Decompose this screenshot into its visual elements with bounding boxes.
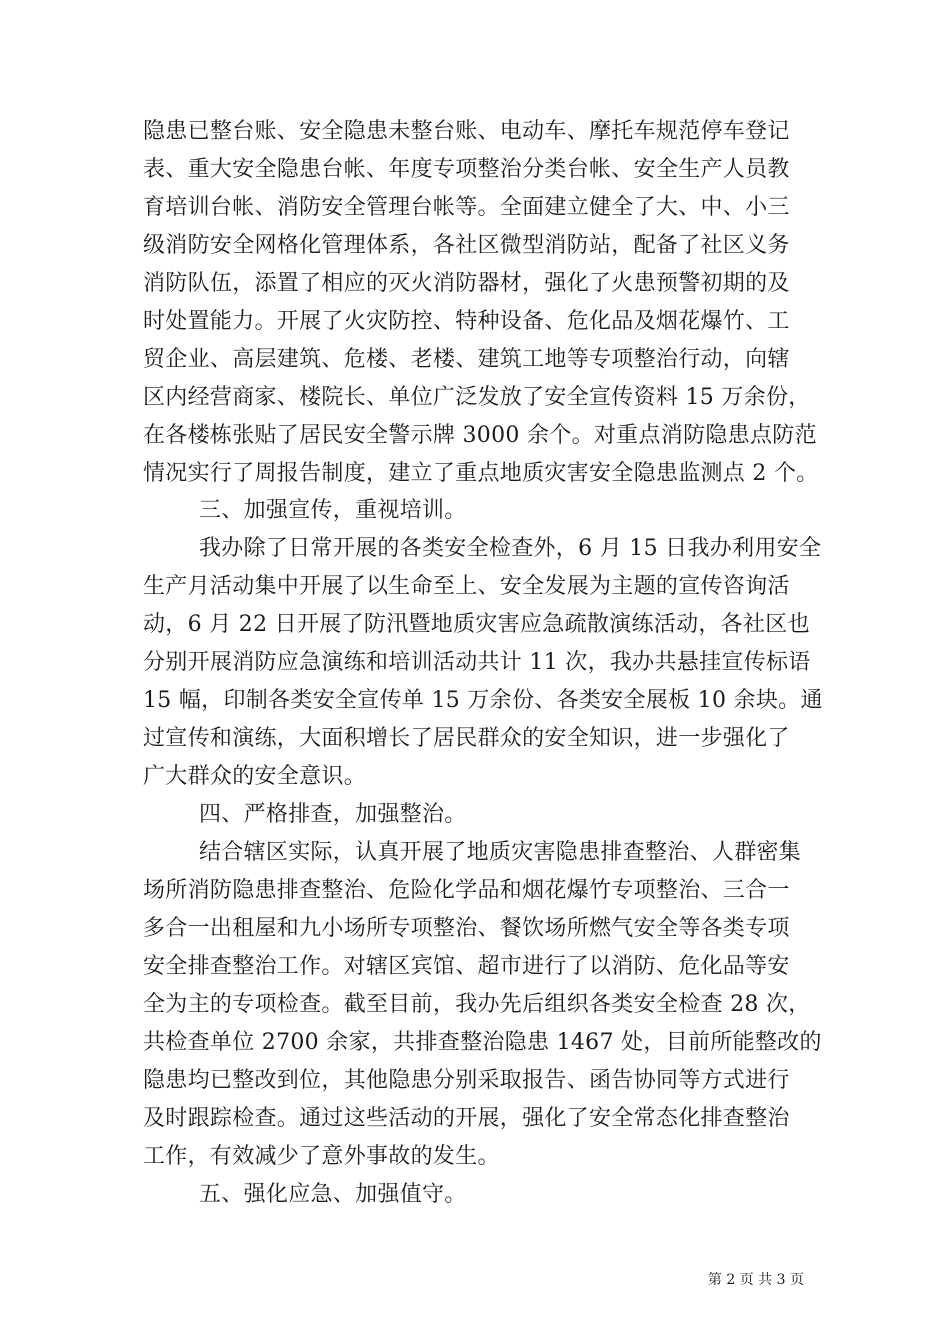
body-line: 15 幅，印制各类安全宣传单 15 万余份、各类安全展板 10 余块。通 — [143, 688, 823, 713]
paragraph-first-line: 我办除了日常开展的各类安全检查外，6 月 15 日我办利用安全 — [199, 536, 822, 561]
body-line: 情况实行了周报告制度，建立了重点地质灾害安全隐患监测点 2 个。 — [143, 461, 819, 486]
section-heading: 三、加强宣传，重视培训。 — [199, 498, 467, 523]
body-line: 表、重大安全隐患台帐、年度专项整治分类台帐、安全生产人员教 — [143, 157, 790, 182]
section-heading: 四、严格排查，加强整治。 — [199, 802, 467, 827]
body-line: 育培训台帐、消防安全管理台帐等。全面建立健全了大、中、小三 — [143, 195, 790, 220]
body-line: 时处置能力。开展了火灾防控、特种设备、危化品及烟花爆竹、工 — [143, 309, 790, 334]
body-line: 工作，有效减少了意外事故的发生。 — [143, 1144, 500, 1169]
page-number-footer: 第 2 页 共 3 页 — [707, 1272, 804, 1288]
body-line: 广大群众的安全意识。 — [143, 764, 367, 789]
paragraph-first-line: 结合辖区实际，认真开展了地质灾害隐患排查整治、人群密集 — [199, 840, 802, 865]
body-line: 隐患均已整改到位，其他隐患分别采取报告、函告协同等方式进行 — [143, 1068, 790, 1093]
body-line: 生产月活动集中开展了以生命至上、安全发展为主题的宣传咨询活 — [143, 574, 790, 599]
body-line: 动，6 月 22 日开展了防汛暨地质灾害应急疏散演练活动，各社区也 — [143, 612, 810, 637]
body-line: 场所消防隐患排查整治、危险化学品和烟花爆竹专项整治、三合一 — [143, 878, 790, 903]
body-line: 区内经营商家、楼院长、单位广泛发放了安全宣传资料 15 万余份， — [143, 385, 811, 410]
body-line: 级消防安全网格化管理体系，各社区微型消防站，配备了社区义务 — [143, 233, 790, 258]
body-line: 多合一出租屋和九小场所专项整治、餐饮场所燃气安全等各类专项 — [143, 916, 790, 941]
body-line: 安全排查整治工作。对辖区宾馆、超市进行了以消防、危化品等安 — [143, 954, 790, 979]
body-line: 分别开展消防应急演练和培训活动共计 11 次，我办共悬挂宣传标语 — [143, 650, 811, 675]
body-line: 在各楼栋张贴了居民安全警示牌 3000 余个。对重点消防隐患点防范 — [143, 423, 817, 448]
section-heading: 五、强化应急、加强值守。 — [199, 1182, 467, 1207]
body-line: 共检查单位 2700 余家，共排查整治隐患 1467 处，目前所能整改的 — [143, 1030, 822, 1055]
body-line: 消防队伍，添置了相应的灭火消防器材，强化了火患预警初期的及 — [143, 271, 790, 296]
body-line: 贸企业、高层建筑、危楼、老楼、建筑工地等专项整治行动，向辖 — [143, 347, 790, 372]
body-line: 过宣传和演练，大面积增长了居民群众的安全知识，进一步强化了 — [143, 726, 790, 751]
body-line: 及时跟踪检查。通过这些活动的开展，强化了安全常态化排查整治 — [143, 1106, 790, 1131]
body-line: 隐患已整台账、安全隐患未整台账、电动车、摩托车规范停车登记 — [143, 119, 790, 144]
body-line: 全为主的专项检查。截至目前，我办先后组织各类安全检查 28 次， — [143, 992, 811, 1017]
